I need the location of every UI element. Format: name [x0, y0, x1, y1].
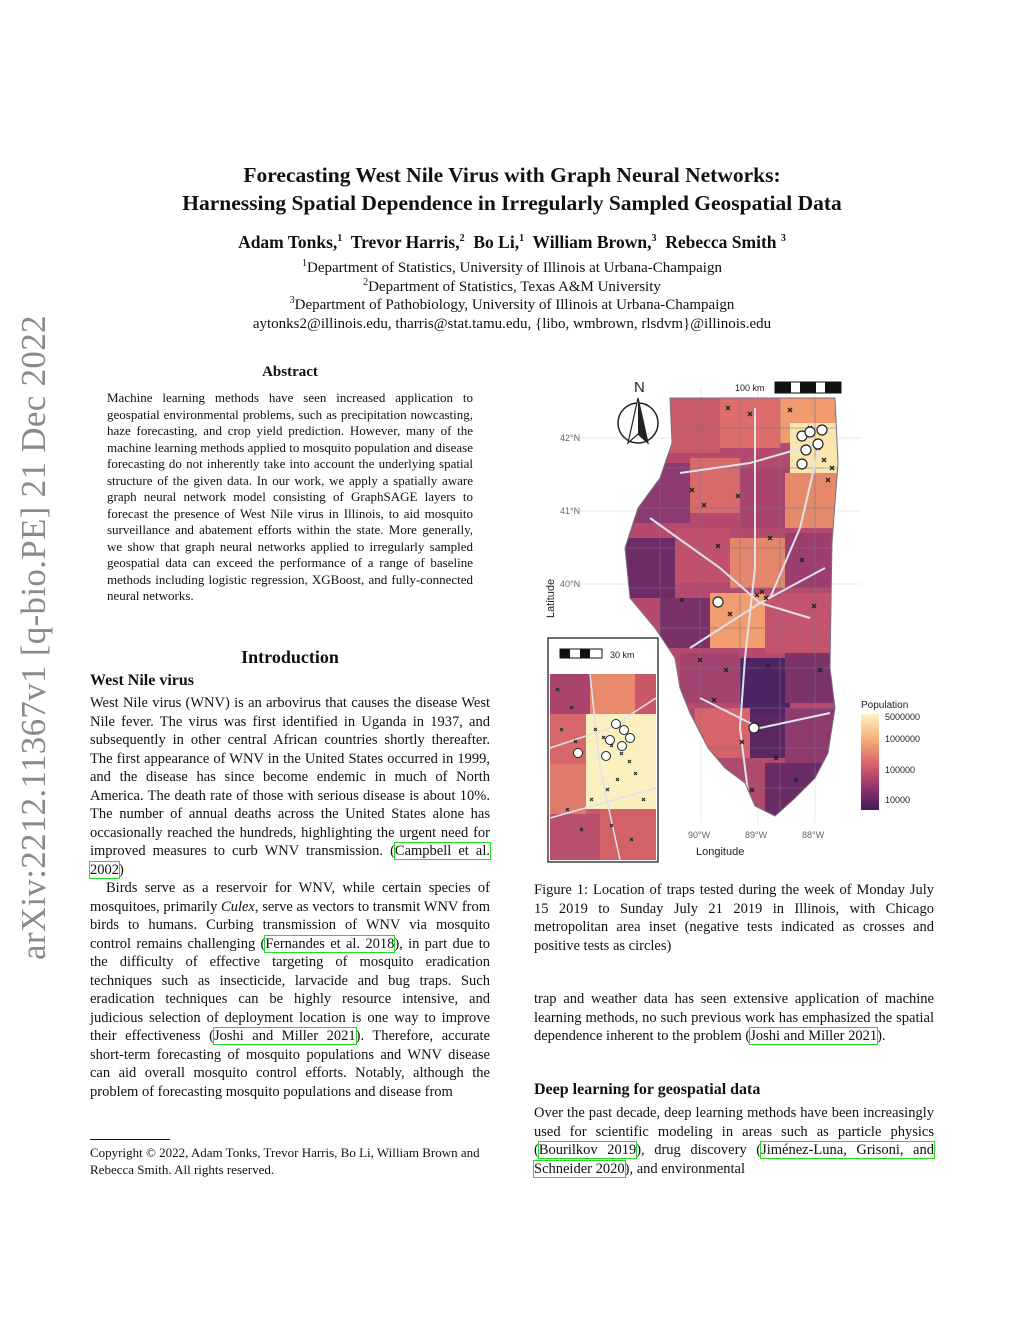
- legend-label: 5000000: [885, 712, 921, 722]
- affiliation-line: $^3$Department of Pathobiology, University of Illinois at Urbana-Champaign: [289, 295, 735, 313]
- north-label: N: [634, 379, 645, 396]
- legend-colorbar: [861, 714, 879, 810]
- abstract-text: Machine learning methods have seen increased application to geospatial environmental problems, such as precipitation nowcasting, haze forecasting, and crop yield prediction. However, many of the machine learning methods applied to mosquito population and disease forecasting do not inherently take into account the underlying spatial structure of the given data. In our work, we apply a spatially aware graph neural network model consisting of GraphSAGE layers to forecast the presence of West Nile virus in Illinois, to aid mosquito surveillance and abatement efforts within the state. More generally, we show that graph neural networks applied to irregularly sampled geospatial data can exceed the performance of a range of baseline methods including logistic regression, XGBoost, and fully-connected neural networks.: [107, 390, 473, 603]
- author-name: William Brown,: [532, 232, 652, 252]
- copyright-notice: Copyright © 2022, Adam Tonks, Trevor Harris, Bo Li, William Brown and Rebecca Smith. All rights reserved.: [90, 1145, 480, 1177]
- lon-tick: 90°W: [688, 830, 711, 840]
- paragraph: Over the past decade, deep learning methods have been increasingly used for scientific modeling in areas such as particle physics (Bourilkov 2019), drug discovery (Jiménez-Luna, Grisoni, and Schneider 2020), and environmental: [534, 1105, 934, 1177]
- introduction-heading: Introduction: [241, 647, 339, 667]
- affiliation-line: $^2$Department of Statistics, Texas A&M University: [363, 276, 661, 295]
- legend-title: Population: [861, 700, 909, 711]
- author-name: Rebecca Smith: [665, 232, 777, 252]
- paragraph: trap and weather data has seen extensive application of machine learning methods, no such previous work has emphasized the spatial dependence inherent to the problem (Joshi and Miller 2021).: [534, 991, 934, 1044]
- paper-title-line-1: Forecasting West Nile Virus with Graph Neural Networks:: [243, 163, 781, 187]
- legend-label: 10000: [885, 795, 911, 805]
- inset-scale-bar: [560, 649, 602, 658]
- author-list: [0, 232, 1024, 253]
- lon-tick: 89°W: [745, 830, 768, 840]
- left-column-body: [90, 694, 490, 1101]
- legend-label: 1000000: [885, 734, 921, 744]
- west-nile-virus-heading: West Nile virus: [90, 672, 194, 689]
- figure-1-caption: Figure 1: Location of traps tested during the week of Monday July 15 2019 to Sunday July 21 2019 in Illinois, with Chicago metropolitan area inset (negative tests indicated as crosses and positive tests as circles): [534, 882, 934, 954]
- affiliation-line: $^1$Department of Statistics, University of Illinois at Urbana-Champaign: [302, 258, 722, 276]
- scale-bar: [775, 382, 841, 393]
- abstract-heading: Abstract: [262, 364, 318, 380]
- citation-link[interactable]: Bourilkov 2019: [538, 1142, 637, 1158]
- chicago-inset: [548, 638, 658, 862]
- author-name: Trevor Harris,: [350, 232, 460, 252]
- lon-tick: 88°W: [802, 830, 825, 840]
- citation-link[interactable]: Joshi and Miller 2021: [213, 1028, 356, 1044]
- lat-tick: 41°N: [560, 506, 581, 516]
- author-name: Bo Li,: [473, 232, 520, 252]
- author-name: Adam Tonks,: [238, 232, 338, 252]
- scale-bar-label: 100 km: [735, 383, 765, 393]
- deep-learning-heading: Deep learning for geospatial data: [534, 1081, 761, 1098]
- affiliations: [0, 259, 1024, 333]
- north-arrow-icon: [618, 398, 658, 443]
- paper-title-line-2: Harnessing Spatial Dependence in Irregularly Sampled Geospatial Data: [182, 191, 842, 215]
- legend-label: 100000: [885, 765, 916, 775]
- right-column-body: [534, 990, 934, 1046]
- citation-link[interactable]: Joshi and Miller 2021: [750, 1028, 878, 1044]
- inset-scale-label: 30 km: [610, 650, 635, 660]
- author-affiliation-mark: 1: [519, 233, 525, 245]
- figure-1-map: [530, 368, 940, 868]
- author-affiliation-mark: 2: [459, 233, 465, 245]
- footnote-rule: [90, 1139, 170, 1140]
- author-affiliation-mark: 3: [651, 233, 657, 245]
- paragraph: West Nile virus (WNV) is an arbovirus that causes the disease West Nile fever. The virus was first identified in Uganda in 1937, and subsequently in other central African countries shortly thereafter. The first appearance of WNV in the United States occurred in 1999, and the disease has since become endemic in much of North America. The death rate of those with serious disease is about 10%. The number of annual deaths across the United States alone has occasionally reached the hundreds, highlighting the urgent need for improved measures to curb WNV transmission. (Campbell et al. 2002): [90, 695, 490, 878]
- paragraph: Birds serve as a reservoir for WNV, while certain species of mosquitoes, primarily Culex, serve as vectors to transmit WNV from birds to humans. Curbing transmission of WNV via mosquito control remains challenging (Fernandes et al. 2018), in part due to the difficulty of effective targeting of mosquito eradication techniques such as insecticide, larvacide and bug traps. Such eradication techniques can be highly resource intensive, and judicious selection of deployment location is one way to improve their effectiveness (Joshi and Miller 2021). Therefore, accurate short-term forecasting of mosquito populations and WNV disease can aid overall mosquito control efforts. Notably, although the problem of forecasting mosquito populations and disease from: [90, 880, 491, 1100]
- author-emails: aytonks2@illinois.edu, tharris@stat.tamu.edu, {libo, wmbrown, rlsdvm}@illinois.edu: [252, 315, 772, 332]
- author-affiliation-mark: 3: [780, 233, 786, 245]
- citation-link[interactable]: Fernandes et al. 2018: [265, 935, 395, 952]
- citation-link[interactable]: Campbell et al. 2002: [90, 843, 490, 878]
- right-column-body-2: [534, 1104, 934, 1178]
- arxiv-identifier: arXiv:2212.11367v1 [q-bio.PE] 21 Dec 2022: [14, 315, 53, 960]
- author-affiliation-mark: 1: [337, 233, 343, 245]
- y-axis-label: Latitude: [545, 578, 557, 618]
- lat-tick: 40°N: [560, 579, 581, 589]
- lat-tick: 42°N: [560, 433, 581, 443]
- x-axis-label: Longitude: [696, 846, 745, 858]
- citation-link[interactable]: Jiménez-Luna, Grisoni, and Schneider 2020: [534, 1142, 934, 1177]
